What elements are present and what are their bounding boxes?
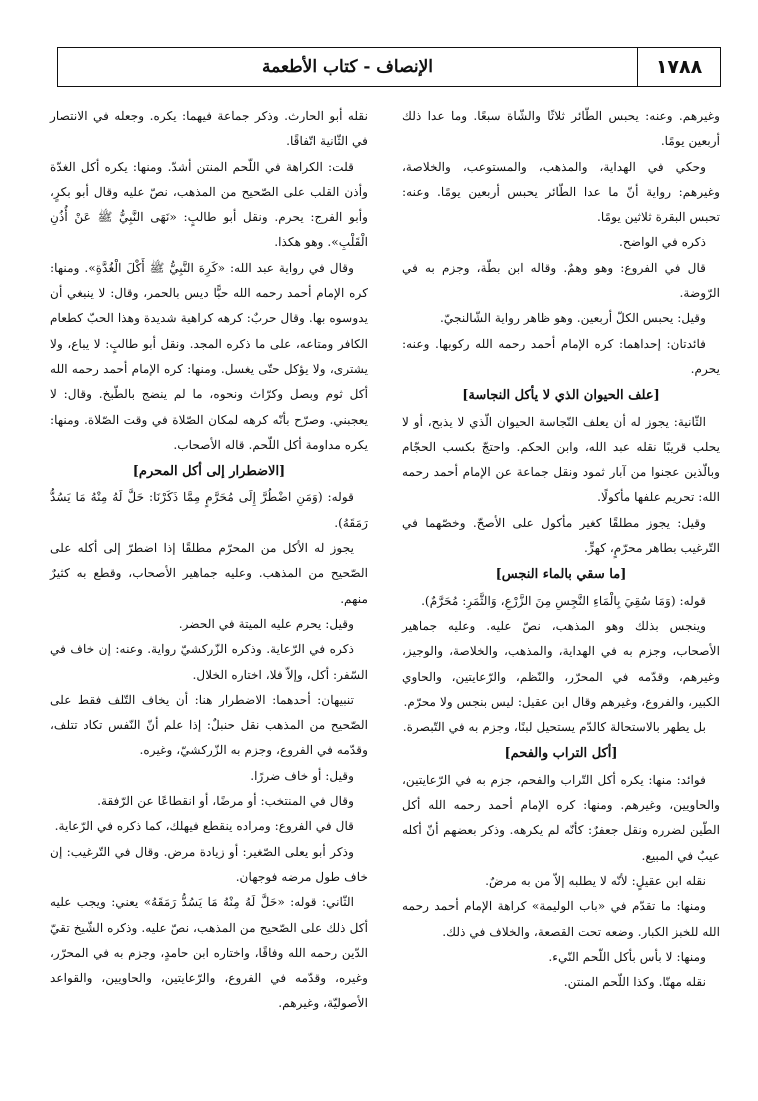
paragraph: قلت: الكراهة في اللّحم المنتن أشدّ. ومنها: يكره أكل الغدّة وأذن القلب على الصّحيح من المذهب، نصّ عليه وقال أبو بكرٍ، وأبو الفرج: يحرم. ونقل أبو طالبٍ: «نَهَى النَّبِيُّ ﷺ عَنْ أُذُنِ الْقَلْبِ». وهو هكذا. xyxy=(50,159,368,250)
paragraph: نقله مهنّا. وكذا اللّحم المنتن. xyxy=(563,975,706,990)
paragraph: نقله أبو الحارث. وذكر جماعة فيهما: يكره. وجعله في الانتصار في الثّانية اتّفاقًا. xyxy=(50,109,368,149)
paragraph: تنبيهان: أحدهما: الاضطرار هنا: أن يخاف التّلف فقط على الصّحيح من المذهب نقل حنبلٌ: إذا علم أنّ النّفس تكاد تتلف، وقدّمه في الفروع، وجزم به الزّركشيّ، وغيره. xyxy=(50,692,368,758)
paragraph: نقله ابن عقيلٍ: لأنّه لا يطلبه إلاّ من به مرضٌ. xyxy=(485,873,706,888)
section-heading: [علف الحيوان الذي لا يأكل النجاسة] xyxy=(462,388,660,404)
paragraph: الثّانية: يجوز له أن يعلف النّجاسة الحيوان الّذي لا يذبح، أو لا يحلب قريبًا نقله عبد الله، وابن الحكم. واحتجّ بكسب الحجّام وبالّذين عجنوا من آبار ثمود ونقل جماعة عن الإمام أحمد رحمه الله: تحريم علفها مأكولًا. xyxy=(402,414,720,505)
paragraph: وذكر أبو يعلى الصّغير: أو زيادة مرض. وقال في التّرغيب: إن خاف طول مرضه فوجهان. xyxy=(50,844,368,884)
left-column xyxy=(50,104,368,1017)
paragraph: يجوز له الأكل من المحرّم مطلقًا إذا اضطرّ إلى أكله على الصّحيح من المذهب. وعليه جماهير الأصحاب، وقطع به كثيرٌ منهم. xyxy=(50,541,368,606)
paragraph: وقيل: يحرم عليه الميتة في الحضر. xyxy=(178,616,354,631)
paragraph: وغيرهم. وعنه: يحبس الطّائر ثلاثًا والشّاة سبعًا. وما عدا ذلك أربعين يومًا. xyxy=(402,109,720,149)
paragraph: وحكي في الهداية، والمذهب، والمستوعب، والخلاصة، وغيرهم: رواية أنّ ما عدا الطّائر يحبس أربعين يومًا. وعنه: تحبس البقرة ثلاثين يومًا. xyxy=(402,159,720,225)
paragraph: قال في الفروع: وهو وهمٌ. وقاله ابن بطّة، وجزم به في الرّوضة. xyxy=(402,260,720,301)
paragraph: قال في الفروع: ومراده ينقطع فيهلك، كما ذكره في الرّعاية. xyxy=(54,819,354,834)
section-heading: [ما سقي بالماء النجس] xyxy=(495,567,627,583)
paragraph: وقيل: يحبس الكلّ أربعين. وهو ظاهر رواية الشّالنجيّ. xyxy=(440,311,706,326)
paragraph: بل يطهر بالاستحالة كالدّم يستحيل لبنًا، وجزم به في التّبصرة. xyxy=(402,720,706,735)
paragraph: ومنها: لا بأس بأكل اللّحم النّيء. xyxy=(548,949,706,964)
section-heading: [الاضطرار إلى أكل المحرم] xyxy=(132,464,286,480)
paragraph: وينجس بذلك وهو المذهب، نصّ عليه. وعليه جماهير الأصحاب، وجزم به في الهداية، والمذهب، والخلاصة، والوجيز، وغيرهم، وقدّمه في المحرّر، والنّظم، والرّعايتين، والحاوي الكبير، والفروع، وغيرهم وقال ابن عقيل: ليس بنجس ولا محرّم. xyxy=(402,618,720,709)
paragraph: فوائد: منها: يكره أكل التّراب والفحم، جزم به في الرّعايتين، والحاويين، وغيرهم. ومنها: كره الإمام أحمد رحمه الله أكل الطّين لضرره ونقل جعفرٌ: كأنّه لم يكرهه. وذكر بعضهم أنّ أكله عيبٌ في المبيع. xyxy=(402,772,720,863)
paragraph: وقال في المنتخب: أو مرضًا، أو انقطاعًا عن الرّفقة. xyxy=(97,794,354,809)
paragraph: قوله: (وَمَنِ اضْطُرَّ إِلَى مُحَرَّمٍ مِمَّا ذَكَرْنَا: حَلَّ لَهُ مِنْهُ مَا يَسُدُّ رَمَقَهُ). xyxy=(50,490,368,530)
paragraph: وقيل: يجوز مطلقًا كغير مأكول على الأصحّ. وخصّهما في التّرغيب بطاهر محرّمٍ، كهرٍّ. xyxy=(402,515,720,556)
page-number: ١٧٨٨ xyxy=(637,48,720,86)
paragraph: قوله: (وَمَا سُقِيَ بِالْمَاءِ النَّجِسِ مِنَ الزَّرْعِ، وَالثَّمَرِ: مُحَرَّمٌ). xyxy=(421,593,706,608)
paragraph: ومنها: ما تقدّم في «باب الوليمة» كراهة الإمام أحمد رحمه الله للخبز الكبار. وضعه تحت القصعة، والخلاف في ذلك. xyxy=(402,899,720,939)
running-title: الإنصاف - كتاب الأطعمة xyxy=(262,57,434,77)
page-header xyxy=(57,47,721,87)
paragraph: فائدتان: إحداهما: كره الإمام أحمد رحمه الله ركوبها. وعنه: يحرم. xyxy=(402,336,720,376)
section-heading: [أكل التراب والفحم] xyxy=(504,746,618,762)
paragraph: وقال في رواية عبد الله: «كَرِهَ النَّبِيُّ ﷺ أَكْلَ الْغُدَّةِ». ومنها: كره الإمام أحمد رحمه الله حبًّا ديس بالحمر، وقال: لا ينبغي أن يدوسوه بها. وقال حربٌ: كرهه كراهية شديدة وهذا الحبّ كطعام الكافر ومتاعه، على ما ذكره المجد. ونقل أبو طالبٍ: لا يباع، ولا يشترى، ولا يؤكل حتّى يغسل. ومنها: كره الإمام أحمد رحمه الله أكل ثوم وبصل وكرّاث ونحوه، ما لم ينضج بالطّبخ. وقال: لا يعجبني. وصرّح بأنّه كرهه لمكان الصّلاة في وقت الصّلاة. ومنها: يكره مداومة أكل اللّحم. قاله الأصحاب. xyxy=(50,260,368,452)
paragraph: الثّاني: قوله: «حَلَّ لَهُ مِنْهُ مَا يَسُدُّ رَمَقَهُ» يعني: ويجب عليه أكل ذلك على الصّحيح من المذهب، نصّ عليه. وذكره الشّيخ تقيّ الدّين رحمه الله وفاقًا، واختاره ابن حامدٍ، وجزم به في المحرّر، وغيره، وقدّمه في الفروع، والرّعايتين، والحاويين، والقواعد الأصوليّة، وغيرهم. xyxy=(50,895,368,1011)
paragraph: وقيل: أو خاف ضررًا. xyxy=(250,768,354,783)
paragraph: ذكره في الرّعاية. وذكره الزّركشيّ رواية. وعنه: إن خاف في السّفر: أكل، وإلاّ فلا، اختاره الخلال. xyxy=(50,642,368,682)
right-column xyxy=(402,104,720,995)
paragraph: ذكره في الواضح. xyxy=(619,235,706,250)
